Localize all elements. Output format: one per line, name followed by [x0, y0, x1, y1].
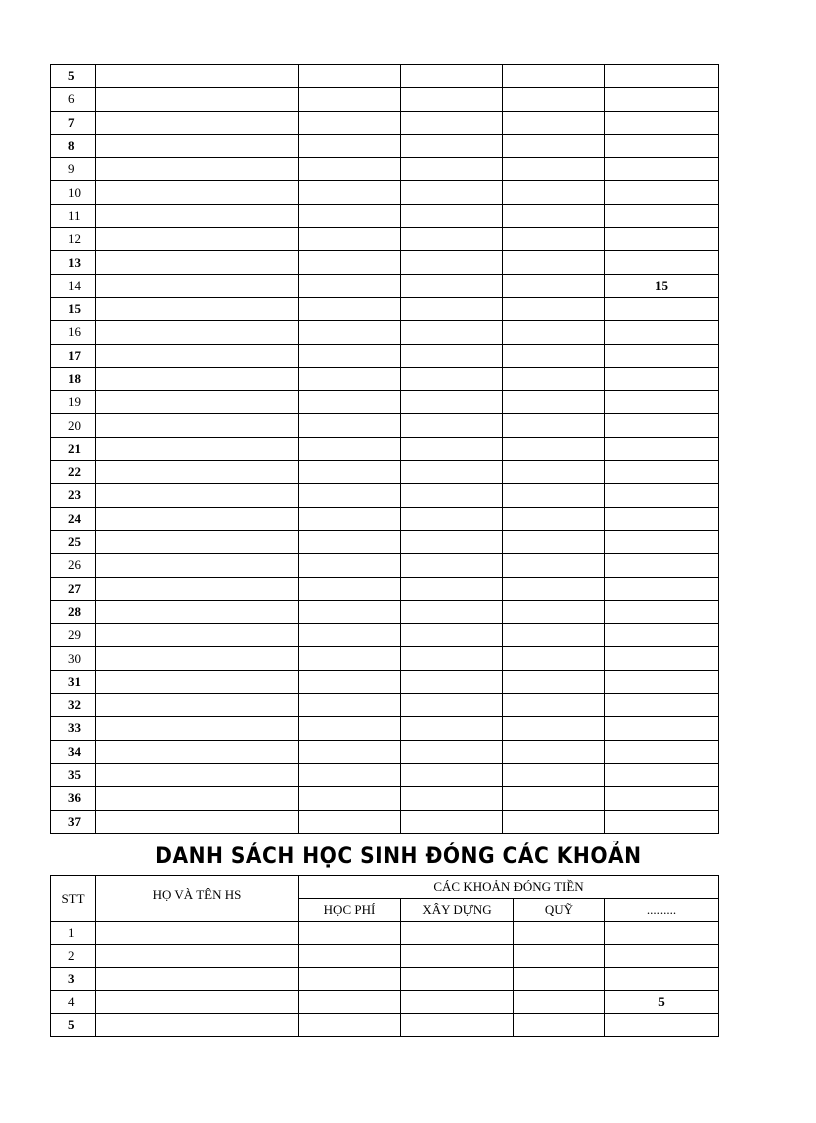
- row-number-cell: 4: [51, 991, 96, 1014]
- extra-cell: [605, 577, 719, 600]
- empty-cell: [503, 740, 605, 763]
- extra-cell: [605, 647, 719, 670]
- empty-cell: [96, 391, 299, 414]
- empty-cell: [401, 670, 503, 693]
- empty-cell: [299, 922, 401, 945]
- row-number-cell: 16: [51, 321, 96, 344]
- extra-cell: [605, 945, 719, 968]
- empty-cell: [299, 647, 401, 670]
- empty-cell: [401, 945, 514, 968]
- row-number-cell: 30: [51, 647, 96, 670]
- empty-cell: [96, 1014, 299, 1037]
- empty-cell: [503, 204, 605, 227]
- table-row: [51, 461, 719, 484]
- empty-cell: [299, 530, 401, 553]
- row-number-cell: 26: [51, 554, 96, 577]
- empty-cell: [503, 600, 605, 623]
- empty-cell: [401, 922, 514, 945]
- row-number-cell: 7: [51, 111, 96, 134]
- empty-cell: [299, 624, 401, 647]
- empty-cell: [299, 554, 401, 577]
- extra-cell: [605, 344, 719, 367]
- table-row: [51, 1014, 719, 1037]
- empty-cell: [503, 484, 605, 507]
- empty-cell: [503, 297, 605, 320]
- empty-cell: [401, 740, 503, 763]
- empty-cell: [299, 65, 401, 88]
- table-row: [51, 391, 719, 414]
- empty-cell: [401, 991, 514, 1014]
- empty-cell: [96, 945, 299, 968]
- table-row: [51, 158, 719, 181]
- empty-cell: [96, 181, 299, 204]
- empty-cell: [299, 111, 401, 134]
- empty-cell: [299, 391, 401, 414]
- extra-cell: [605, 670, 719, 693]
- fee-payment-table: [50, 875, 719, 1037]
- empty-cell: [401, 321, 503, 344]
- row-number-cell: 33: [51, 717, 96, 740]
- empty-cell: [401, 88, 503, 111]
- row-number-cell: 14: [51, 274, 96, 297]
- table-row: [51, 968, 719, 991]
- table-row: [51, 530, 719, 553]
- empty-cell: [401, 1014, 514, 1037]
- extra-cell: [605, 228, 719, 251]
- table-row: [51, 228, 719, 251]
- empty-cell: [96, 670, 299, 693]
- empty-cell: [503, 670, 605, 693]
- empty-cell: [96, 740, 299, 763]
- empty-cell: [96, 991, 299, 1014]
- empty-cell: [401, 530, 503, 553]
- table-row: [51, 367, 719, 390]
- row-number-cell: 6: [51, 88, 96, 111]
- empty-cell: [503, 65, 605, 88]
- empty-cell: [401, 297, 503, 320]
- empty-cell: [401, 507, 503, 530]
- empty-cell: [299, 507, 401, 530]
- row-number-cell: 24: [51, 507, 96, 530]
- empty-cell: [401, 367, 503, 390]
- table-row: [51, 810, 719, 833]
- header-stt: STT: [51, 876, 96, 922]
- row-number-cell: 31: [51, 670, 96, 693]
- extra-cell: [605, 321, 719, 344]
- table-row: [51, 134, 719, 157]
- extra-cell: [605, 507, 719, 530]
- header-other: .........: [605, 899, 719, 922]
- empty-cell: [401, 251, 503, 274]
- empty-cell: [96, 484, 299, 507]
- empty-cell: [503, 717, 605, 740]
- empty-cell: [401, 204, 503, 227]
- empty-cell: [299, 694, 401, 717]
- extra-cell: [605, 204, 719, 227]
- empty-cell: [503, 414, 605, 437]
- empty-cell: [503, 624, 605, 647]
- extra-cell: [605, 740, 719, 763]
- empty-cell: [503, 344, 605, 367]
- table-row: [51, 111, 719, 134]
- empty-cell: [401, 694, 503, 717]
- extra-cell: [605, 158, 719, 181]
- empty-cell: [299, 577, 401, 600]
- empty-cell: [299, 484, 401, 507]
- empty-cell: [503, 437, 605, 460]
- row-number-cell: 29: [51, 624, 96, 647]
- empty-cell: [299, 134, 401, 157]
- header-tuition: HỌC PHÍ: [299, 899, 401, 922]
- empty-cell: [96, 204, 299, 227]
- row-number-cell: 10: [51, 181, 96, 204]
- row-number-cell: 37: [51, 810, 96, 833]
- extra-cell: [605, 624, 719, 647]
- row-number-cell: 11: [51, 204, 96, 227]
- empty-cell: [96, 414, 299, 437]
- empty-cell: [503, 251, 605, 274]
- empty-cell: [96, 624, 299, 647]
- empty-cell: [401, 344, 503, 367]
- empty-cell: [299, 670, 401, 693]
- empty-cell: [514, 1014, 605, 1037]
- table-row: [51, 945, 719, 968]
- extra-cell: 15: [605, 274, 719, 297]
- student-list-table-continued: [50, 64, 719, 834]
- empty-cell: [401, 391, 503, 414]
- table-row: [51, 600, 719, 623]
- header-fund: QUỸ: [514, 899, 605, 922]
- row-number-cell: 32: [51, 694, 96, 717]
- empty-cell: [299, 437, 401, 460]
- extra-cell: [605, 787, 719, 810]
- header-fees-group: CÁC KHOẢN ĐÓNG TIỀN: [299, 876, 719, 899]
- empty-cell: [503, 158, 605, 181]
- table-row: [51, 647, 719, 670]
- empty-cell: [503, 530, 605, 553]
- row-number-cell: 8: [51, 134, 96, 157]
- empty-cell: [503, 134, 605, 157]
- empty-cell: [401, 437, 503, 460]
- empty-cell: [96, 647, 299, 670]
- empty-cell: [299, 181, 401, 204]
- row-number-cell: 35: [51, 763, 96, 786]
- empty-cell: [401, 134, 503, 157]
- empty-cell: [503, 228, 605, 251]
- header-row: [51, 876, 719, 899]
- empty-cell: [96, 65, 299, 88]
- empty-cell: [96, 461, 299, 484]
- table-row: [51, 624, 719, 647]
- empty-cell: [401, 717, 503, 740]
- extra-cell: [605, 717, 719, 740]
- table-row: [51, 437, 719, 460]
- row-number-cell: 2: [51, 945, 96, 968]
- empty-cell: [96, 158, 299, 181]
- table-row: [51, 297, 719, 320]
- extra-cell: [605, 65, 719, 88]
- empty-cell: [299, 274, 401, 297]
- row-number-cell: 27: [51, 577, 96, 600]
- empty-cell: [96, 763, 299, 786]
- empty-cell: [96, 88, 299, 111]
- empty-cell: [96, 717, 299, 740]
- table-row: [51, 787, 719, 810]
- empty-cell: [401, 554, 503, 577]
- empty-cell: [503, 367, 605, 390]
- empty-cell: [96, 810, 299, 833]
- extra-cell: 5: [605, 991, 719, 1014]
- empty-cell: [401, 763, 503, 786]
- row-number-cell: 22: [51, 461, 96, 484]
- extra-cell: [605, 968, 719, 991]
- table-row: [51, 717, 719, 740]
- extra-cell: [605, 694, 719, 717]
- row-number-cell: 1: [51, 922, 96, 945]
- empty-cell: [96, 922, 299, 945]
- empty-cell: [96, 600, 299, 623]
- empty-cell: [299, 367, 401, 390]
- header-student-name: HỌ VÀ TÊN HS: [96, 876, 299, 922]
- table-row: [51, 507, 719, 530]
- page-title: DANH SÁCH HỌC SINH ĐÓNG CÁC KHOẢN: [155, 844, 642, 869]
- extra-cell: [605, 810, 719, 833]
- empty-cell: [96, 344, 299, 367]
- empty-cell: [503, 763, 605, 786]
- empty-cell: [299, 600, 401, 623]
- row-number-cell: 28: [51, 600, 96, 623]
- empty-cell: [96, 228, 299, 251]
- empty-cell: [503, 88, 605, 111]
- row-number-cell: 20: [51, 414, 96, 437]
- extra-cell: [605, 600, 719, 623]
- table-row: [51, 181, 719, 204]
- empty-cell: [96, 297, 299, 320]
- empty-cell: [401, 274, 503, 297]
- empty-cell: [503, 694, 605, 717]
- extra-cell: [605, 88, 719, 111]
- table-row: [51, 577, 719, 600]
- row-number-cell: 21: [51, 437, 96, 460]
- table-row: [51, 991, 719, 1014]
- row-number-cell: 5: [51, 65, 96, 88]
- row-number-cell: 5: [51, 1014, 96, 1037]
- empty-cell: [299, 740, 401, 763]
- empty-cell: [514, 945, 605, 968]
- empty-cell: [514, 922, 605, 945]
- empty-cell: [401, 787, 503, 810]
- table-row: [51, 740, 719, 763]
- empty-cell: [503, 111, 605, 134]
- table-row: [51, 554, 719, 577]
- empty-cell: [299, 461, 401, 484]
- empty-cell: [401, 647, 503, 670]
- empty-cell: [503, 647, 605, 670]
- empty-cell: [299, 991, 401, 1014]
- empty-cell: [503, 787, 605, 810]
- empty-cell: [503, 321, 605, 344]
- row-number-cell: 23: [51, 484, 96, 507]
- empty-cell: [401, 111, 503, 134]
- extra-cell: [605, 554, 719, 577]
- row-number-cell: 34: [51, 740, 96, 763]
- row-number-cell: 19: [51, 391, 96, 414]
- empty-cell: [401, 577, 503, 600]
- empty-cell: [503, 810, 605, 833]
- row-number-cell: 13: [51, 251, 96, 274]
- empty-cell: [401, 65, 503, 88]
- empty-cell: [96, 134, 299, 157]
- extra-cell: [605, 367, 719, 390]
- empty-cell: [401, 484, 503, 507]
- empty-cell: [503, 577, 605, 600]
- empty-cell: [401, 414, 503, 437]
- table-row: [51, 344, 719, 367]
- empty-cell: [96, 507, 299, 530]
- empty-cell: [514, 991, 605, 1014]
- extra-cell: [605, 437, 719, 460]
- empty-cell: [514, 968, 605, 991]
- table-row: [51, 414, 719, 437]
- table-row: [51, 922, 719, 945]
- extra-cell: [605, 530, 719, 553]
- table-row: [51, 763, 719, 786]
- empty-cell: [299, 945, 401, 968]
- extra-cell: [605, 461, 719, 484]
- empty-cell: [96, 437, 299, 460]
- empty-cell: [503, 181, 605, 204]
- row-number-cell: 36: [51, 787, 96, 810]
- empty-cell: [401, 461, 503, 484]
- empty-cell: [299, 204, 401, 227]
- extra-cell: [605, 763, 719, 786]
- table-body: [51, 65, 719, 834]
- empty-cell: [96, 554, 299, 577]
- empty-cell: [299, 251, 401, 274]
- empty-cell: [96, 111, 299, 134]
- table-row: [51, 88, 719, 111]
- empty-cell: [299, 88, 401, 111]
- table-row: [51, 670, 719, 693]
- empty-cell: [299, 763, 401, 786]
- empty-cell: [299, 344, 401, 367]
- extra-cell: [605, 414, 719, 437]
- extra-cell: [605, 134, 719, 157]
- empty-cell: [503, 274, 605, 297]
- empty-cell: [299, 810, 401, 833]
- empty-cell: [503, 461, 605, 484]
- empty-cell: [299, 321, 401, 344]
- table-row: [51, 274, 719, 297]
- extra-cell: [605, 111, 719, 134]
- extra-cell: [605, 181, 719, 204]
- empty-cell: [299, 228, 401, 251]
- empty-cell: [401, 810, 503, 833]
- header-building: XÂY DỰNG: [401, 899, 514, 922]
- empty-cell: [401, 181, 503, 204]
- empty-cell: [401, 228, 503, 251]
- table-row: [51, 65, 719, 88]
- empty-cell: [299, 1014, 401, 1037]
- empty-cell: [401, 968, 514, 991]
- row-number-cell: 17: [51, 344, 96, 367]
- empty-cell: [96, 251, 299, 274]
- empty-cell: [299, 968, 401, 991]
- empty-cell: [299, 717, 401, 740]
- empty-cell: [503, 554, 605, 577]
- extra-cell: [605, 484, 719, 507]
- empty-cell: [401, 158, 503, 181]
- empty-cell: [96, 694, 299, 717]
- empty-cell: [503, 507, 605, 530]
- empty-cell: [96, 968, 299, 991]
- empty-cell: [401, 624, 503, 647]
- empty-cell: [401, 600, 503, 623]
- empty-cell: [299, 297, 401, 320]
- empty-cell: [96, 367, 299, 390]
- row-number-cell: 15: [51, 297, 96, 320]
- extra-cell: [605, 251, 719, 274]
- table-body: [51, 922, 719, 1037]
- extra-cell: [605, 391, 719, 414]
- empty-cell: [299, 414, 401, 437]
- empty-cell: [96, 274, 299, 297]
- table-row: [51, 321, 719, 344]
- row-number-cell: 18: [51, 367, 96, 390]
- row-number-cell: 25: [51, 530, 96, 553]
- row-number-cell: 9: [51, 158, 96, 181]
- row-number-cell: 12: [51, 228, 96, 251]
- table-row: [51, 251, 719, 274]
- table-row: [51, 484, 719, 507]
- empty-cell: [299, 158, 401, 181]
- extra-cell: [605, 297, 719, 320]
- empty-cell: [96, 577, 299, 600]
- table-row: [51, 694, 719, 717]
- extra-cell: [605, 1014, 719, 1037]
- table-row: [51, 204, 719, 227]
- empty-cell: [503, 391, 605, 414]
- extra-cell: [605, 922, 719, 945]
- row-number-cell: 3: [51, 968, 96, 991]
- empty-cell: [96, 321, 299, 344]
- empty-cell: [299, 787, 401, 810]
- empty-cell: [96, 787, 299, 810]
- empty-cell: [96, 530, 299, 553]
